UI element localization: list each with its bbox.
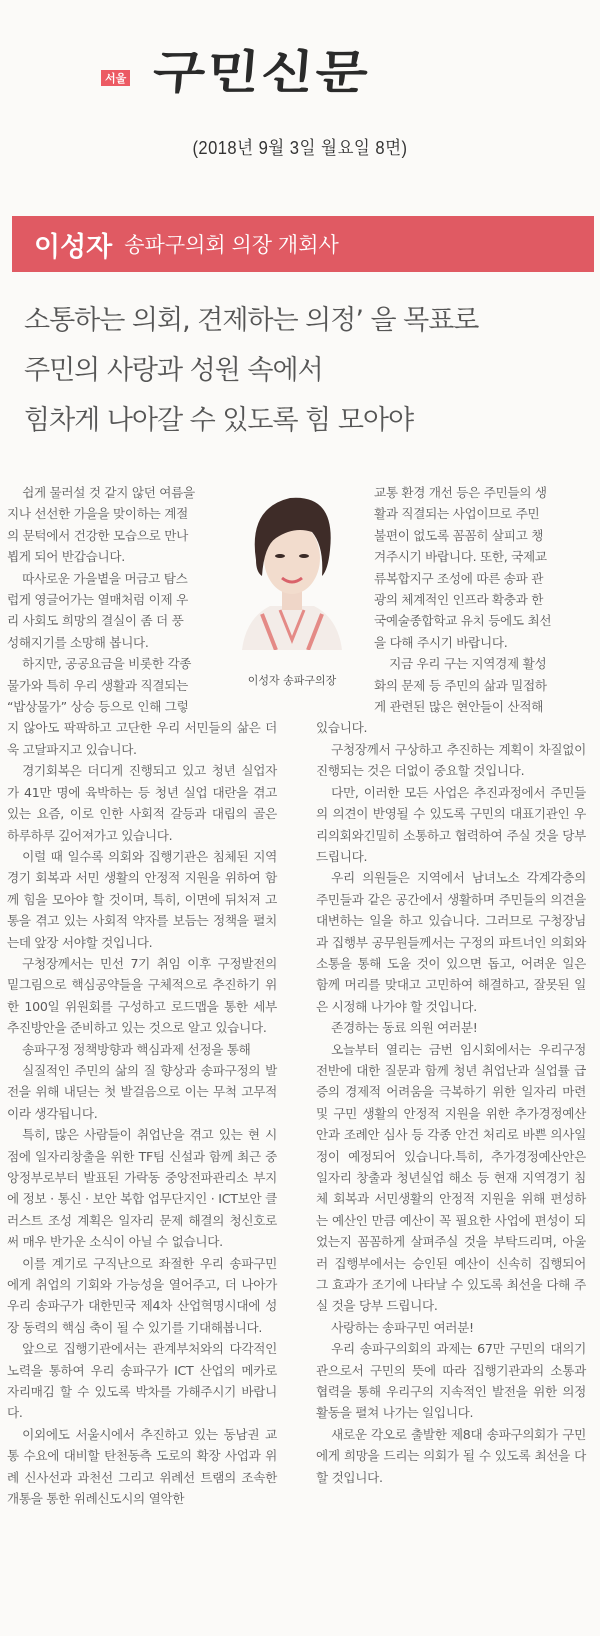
paragraph: 실질적인 주민의 삶의 질 향상과 송파구정의 발전을 위해 내딛는 첫 발걸음으로 이는 무척 고무적이라 생각됩니다.: [7, 1062, 277, 1121]
paragraph: 앞으로 집행기관에서는 관계부처와의 다각적인 노력을 통하여 우리 송파구가 ICT 산업의 메카로 자리매김 할 수 있도록 박차를 가해주시기 바랍니다.: [7, 1341, 277, 1421]
region-badge: 서울: [101, 70, 130, 86]
article-left-column: [7, 482, 277, 1510]
text-line: 류복합지구 조성에 따른 송파 관: [374, 570, 544, 586]
paragraph: 송파구정 정책방향과 핵심과제 선정을 통해: [22, 1041, 251, 1057]
headline-line: 소통하는 의회, 견제하는 의정’ 을 목표로: [24, 305, 479, 336]
article-right-column: [316, 482, 586, 1488]
paragraph: 우리 의원들은 지역에서 남녀노소 각계각층의 주민들과 같은 공간에서 생활하며 주민들의 의견을 대변하는 일을 하고 있습니다. 그러므로 구청장님과 집행부 공무원들께서는 구정의 파트너인 의회와 소통을 통해 도울 것이 있으면 돕고, 어려운 일은 함께 머리를 맞대고 고민하여 해결하고, 잘못된 일은 시정해 나가야 할 것입니다.: [316, 870, 586, 1014]
paragraph: 존경하는 동료 의원 여러분!: [331, 1020, 478, 1036]
photo-caption: 이성자 송파구의장: [247, 674, 337, 687]
paragraph: 지 않아도 팍팍하고 고단한 우리 서민들의 삶은 더욱 고달파지고 있습니다.: [7, 720, 277, 757]
text-line: 지금 우리 구는 지역경제 활성: [389, 656, 547, 672]
right-text-beside-photo: [374, 482, 586, 717]
paragraph: 경기회복은 더디게 진행되고 있고 청년 실업자가 41만 명에 육박하는 등 청년 실업 대란을 겪고 있는 요즘, 이로 인한 사회적 갈등과 대립의 골은 하루하루 깊어져가고 있습니다.: [7, 763, 277, 843]
headline: [24, 296, 594, 446]
paragraph: 구청장께서는 민선 7기 취임 이후 구정발전의 밑그림으로 핵심공약들을 구체적으로 추진하기 위한 100일 위원회를 구성하고 로드맵을 통한 세부 추진방안을 준비하고 있는 것으로 알고 있습니다.: [7, 955, 277, 1036]
paragraph: 특히, 많은 사람들이 취업난을 겪고 있는 현 시점에 일자리창출을 위한 TF팀 신설과 함께 최근 중앙정부로부터 발표된 가락동 중앙전파관리소 부지에 정보 · 통신 · 보안 복합 업무단지인 · ICT보안 클러스트 조성 계획은 일자리 문제 해결의 청신호로써 매우 반가운 소식이 아닐 수 없습니다.: [7, 1127, 277, 1250]
text-line: 물가와 특히 우리 생활과 직결되는: [7, 677, 188, 693]
text-line: 광의 체계적인 인프라 확충과 한: [374, 592, 544, 608]
paragraph: 이를 계기로 구직난으로 좌절한 우리 송파구민에게 취업의 기회와 가능성을 열어주고, 더 나아가 우리 송파구가 대한민국 제4차 산업혁명시대에 성장 동력의 핵심 축이 될 수 있기를 기대해봅니다.: [7, 1255, 277, 1335]
speaker-role: 송파구의회 의장 개회사: [124, 234, 339, 257]
text-line: 성해지기를 소망해 봅니다.: [7, 634, 149, 650]
headline-line: 힘차게 나아갈 수 있도록 힘 모아야: [24, 405, 414, 436]
paragraph: 구청장께서 구상하고 추진하는 계획이 차질없이 진행되는 것은 더없이 중요할 것입니다.: [316, 741, 586, 779]
left-text-beside-photo: [7, 482, 217, 717]
text-line: 교통 환경 개선 등은 주민들의 생: [374, 485, 547, 500]
text-line: “밥상물가” 상승 등으로 인해 그렇: [7, 699, 189, 715]
paragraph: 사랑하는 송파구민 여러분!: [331, 1319, 474, 1335]
text-line: 불편이 없도록 꼼꼼히 살피고 챙: [374, 527, 544, 543]
newspaper-logo: 구민신문: [150, 44, 372, 99]
text-line: 의 문턱에서 건강한 모습으로 만나: [7, 527, 188, 543]
text-line: 화의 문제 등 주민의 삶과 밀접하: [374, 677, 547, 693]
paragraph: 새로운 각오로 출발한 제8대 송파구의회가 구민에게 희망을 드리는 의회가 될 수 있도록 최선을 다할 것입니다.: [316, 1426, 586, 1485]
text-line: 하지만, 공공요금을 비롯한 각종: [22, 656, 192, 672]
headline-line: 주민의 사랑과 성원 속에서: [24, 355, 323, 386]
text-line: 따사로운 가을볕을 머금고 탐스: [22, 570, 188, 586]
text-line: 리 사회도 희망의 결실이 좀 더 풍: [7, 613, 184, 629]
text-line: 지나 선선한 가을을 맞이하는 계절: [7, 506, 188, 522]
text-line: 활과 직결되는 사업이므로 주민: [374, 506, 540, 522]
dateline: (2018년 9월 3일 월요일 8면): [192, 138, 408, 158]
paragraph: 우리 송파구의회의 과제는 67만 구민의 대의기관으로서 구민의 뜻에 따라 집행기관과의 소통과 협력을 통해 우리구의 지속적인 발전을 위한 의정활동을 펼쳐 나가는 일입니다.: [316, 1341, 586, 1421]
speaker-name: 이성자: [34, 231, 113, 262]
text-line: 겨주시기 바랍니다. 또한, 국제교: [374, 549, 547, 565]
text-line: 국예술종합학교 유치 등에도 최선: [374, 613, 552, 629]
text-line: 쉽게 물러설 것 같지 않던 여름을: [22, 485, 195, 500]
paragraph: 이외에도 서울시에서 추진하고 있는 동남권 교통 수요에 대비할 탄천동측 도로의 확장 사업과 위례 신사선과 과천선 그리고 위례선 트램의 조속한 개통을 통한 위례신도시의 열악한: [7, 1426, 277, 1507]
text-line: 게 관련된 많은 현안들이 산적해: [374, 699, 544, 715]
paragraph: 이럴 때 일수록 의회와 집행기관은 침체된 지역경기 회복과 서민 생활의 안정적 지원을 위하여 함께 힘을 모아야 할 것이며, 특히, 이면에 뒤처져 고통을 겪고 있는 사회적 약자를 보듬는 정책을 펼치는데 앞장 서야할 것입니다.: [7, 848, 277, 950]
text-line: 럽게 영글어가는 열매처럼 이제 우: [7, 592, 188, 608]
masthead: [0, 0, 600, 120]
text-line: 뵙게 되어 반갑습니다.: [7, 549, 125, 565]
paragraph: 있습니다.: [316, 720, 368, 736]
paragraph: 오늘부터 열리는 금번 임시회에서는 우리구정 전반에 대한 질문과 함께 청년 취업난과 실업률 급증의 경제적 어려움을 극복하기 위한 일자리 마련 및 구민 생활의 안정적 지원을 위한 추가경정예산안과 조례안 심사 등 각종 안건 처리로 바쁜 의사일정이 예정되어 있습니다.특히, 추가경정예산안은 일자리 창출과 청년실업 해소 등 현재 지역경기 침체 회복과 서민생활의 안정적 지원을 위해 편성하는 예산인 만큼 예산이 꼭 필요한 사업에 편성이 되었는지 꼼꼼하게 살펴주실 것을 부탁드리며, 아울러 집행부에서는 승인된 예산이 신속히 집행되어 그 효과가 조기에 나타날 수 있도록 최선을 다해 주실 것을 당부 드립니다.: [316, 1041, 586, 1314]
text-line: 을 다해 주시기 바랍니다.: [374, 634, 508, 650]
paragraph: 다만, 이러한 모든 사업은 추진과정에서 주민들의 의견이 반영될 수 있도록 구민의 대표기관인 우리의회와긴밀히 소통하고 협력하여 주실 것을 당부 드립니다.: [316, 784, 586, 864]
title-banner: [12, 216, 594, 272]
